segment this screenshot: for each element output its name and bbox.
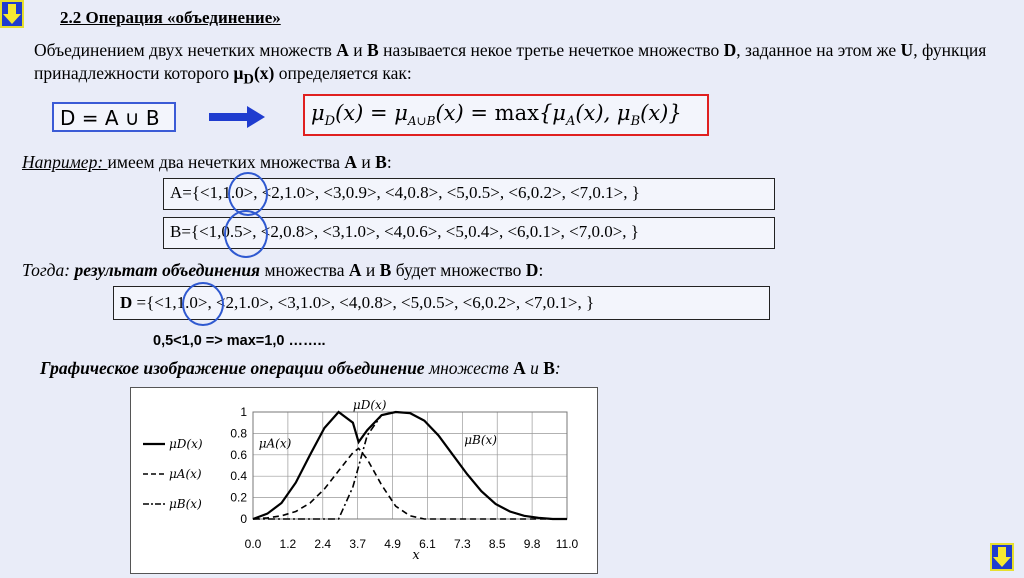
- membership-chart: [130, 387, 598, 574]
- series-line: [253, 412, 567, 519]
- set-b-box: B={<1,0.5>, <2,0.8>, <3,1.0>, <4,0.6>, <5,0.4>, <6,0.1>, <7,0.0>, }: [163, 217, 775, 249]
- y-tick-label: 0.2: [230, 490, 247, 505]
- x-tick-label: 4.9: [384, 537, 401, 551]
- right-arrow-icon: [207, 104, 267, 130]
- membership-formula: $\mu_D(x) = \mu_{A\cup B}(x) = \max\{\mu_A(x)$, $\mu_B(x)$}: [303, 94, 709, 136]
- graph-caption: Графическое изображение операции объединение множеств A и B:: [40, 358, 561, 378]
- y-tick-label: 0.6: [230, 447, 247, 462]
- y-tick-label: 0.8: [230, 426, 247, 441]
- y-tick-label: 1: [240, 405, 247, 419]
- nav-next-arrow-icon[interactable]: [990, 543, 1014, 571]
- x-tick-label: 8.5: [488, 537, 506, 551]
- max-note: 0,5<1,0 => max=1,0 ……..: [153, 333, 326, 349]
- y-tick-label: 0.4: [230, 469, 247, 484]
- set-a-box: A={<1,1.0>, <2,1.0>, <3,0.9>, <4,0.8>, <5,0.5>, <6,0.2>, <7,0.1>, }: [163, 178, 775, 210]
- legend-label: μA(x): [169, 467, 202, 481]
- set-d-box: D ={<1,1.0>, <2,1.0>, <3,1.0>, <4,0.8>, <5,0.5>, <6,0.2>, <7,0.1>, }: [113, 286, 770, 320]
- series-line: [253, 448, 567, 519]
- series-line: [253, 412, 567, 519]
- legend-label: μD(x): [169, 437, 203, 451]
- x-tick-label: 1.2: [279, 537, 297, 551]
- union-set-formula: D = A ∪ B: [52, 102, 176, 132]
- curve-label-b: μB(x): [464, 433, 497, 448]
- x-axis-label: x: [412, 548, 420, 563]
- x-tick-label: 9.8: [523, 537, 541, 551]
- x-tick-label: 6.1: [419, 537, 436, 551]
- example-line: Например: имеем два нечетких множества A и B:: [22, 152, 392, 172]
- legend-label: μB(x): [169, 497, 202, 511]
- result-line: Тогда: результат объединения множества A и B будет множество D:: [22, 260, 544, 280]
- slide-title: 2.2 Операция «объединение»: [60, 8, 281, 27]
- curve-label-d: μD(x): [352, 397, 387, 412]
- x-tick-label: 7.3: [453, 537, 471, 551]
- highlight-circle-b: [224, 210, 268, 258]
- y-tick-label: 0: [240, 512, 247, 526]
- nav-back-arrow-icon[interactable]: [0, 0, 24, 28]
- plot-area: [253, 412, 567, 519]
- x-tick-label: 3.7: [349, 537, 367, 551]
- x-tick-label: 2.4: [314, 537, 332, 551]
- highlight-circle-d: [182, 282, 224, 326]
- x-tick-label: 11.0: [555, 537, 579, 551]
- x-tick-label: 0.0: [244, 537, 262, 551]
- definition-paragraph: Объединением двух нечетких множеств A и B называется некое третье нечеткое множество D, заданное на этом же U, функция принадлежности которого $\mu_D(x)$ определяется как:: [34, 40, 987, 88]
- chart-svg: [131, 388, 597, 573]
- curve-label-a: μA(x): [258, 436, 292, 451]
